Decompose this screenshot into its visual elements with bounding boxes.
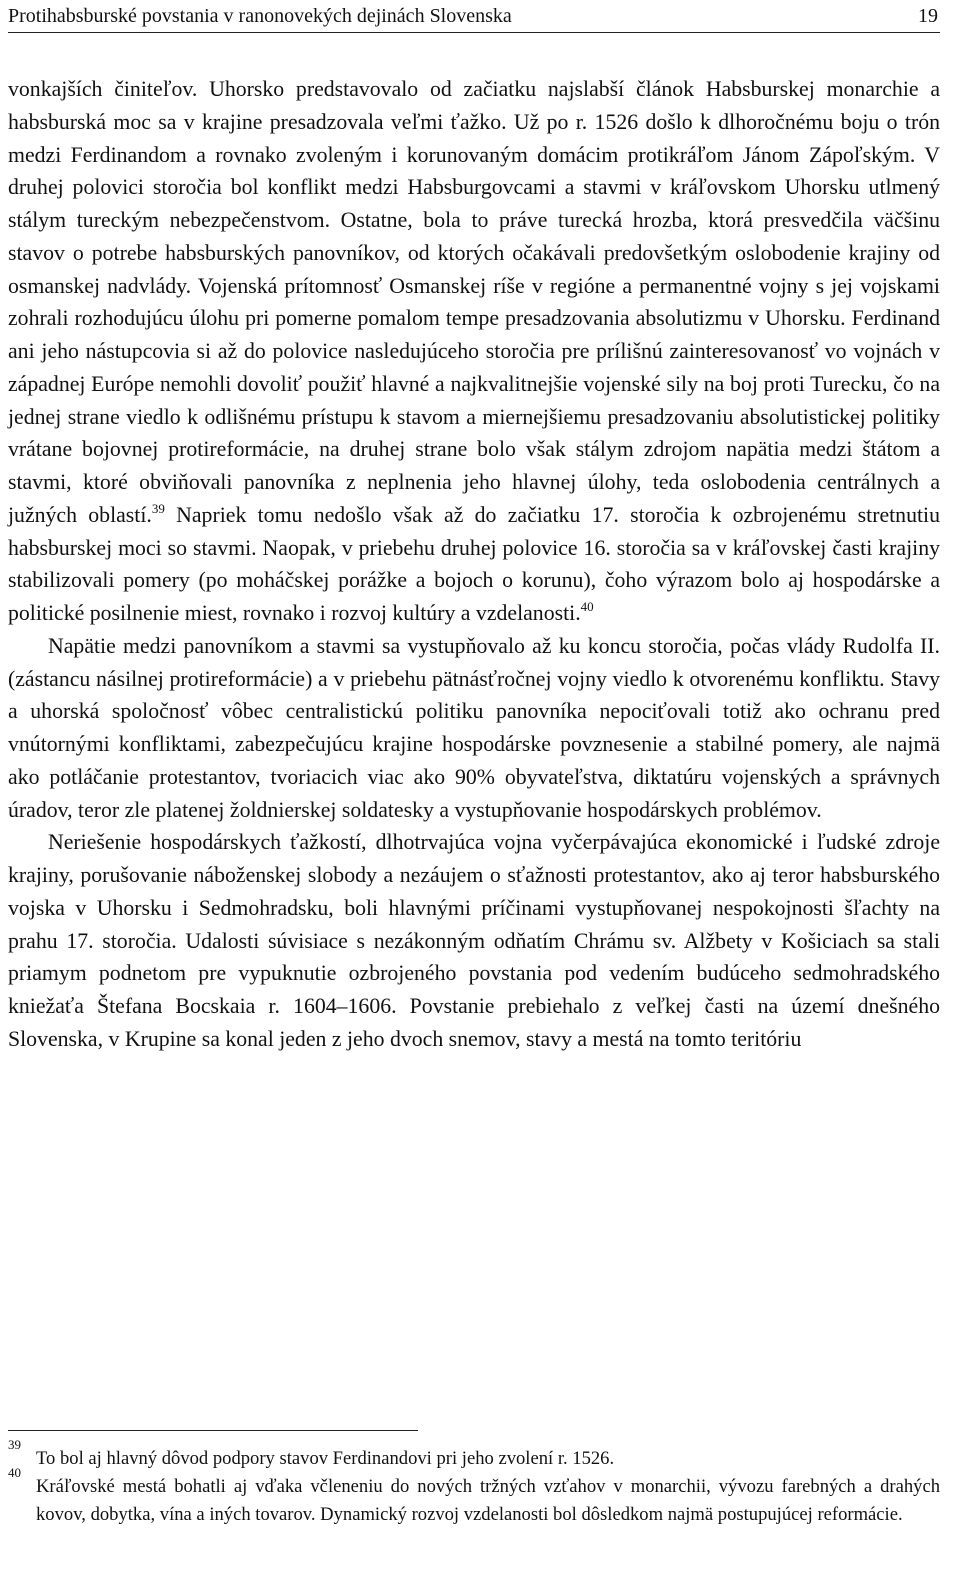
- footnote-separator: [8, 1430, 418, 1431]
- paragraph-3: [8, 826, 940, 1055]
- running-header: [8, 2, 940, 33]
- footnote-39: [8, 1437, 940, 1473]
- footnote-text: To bol aj hlavný dôvod podpory stavov Ferdinandovi pri jeho zvolení r. 1526.: [36, 1448, 615, 1469]
- paragraph-text: vonkajších činiteľov. Uhorsko predstavovalo od začiatku najslabší článok Habsburskej monarchie a habsburská moc sa v krajine presadzovala veľmi ťažko. Už po r. 1526 došlo k dlhoročnému boju o trón medzi Ferdinandom a rovnako zvoleným i korunovaným domácim protikráľom Jánom Zápoľským. V druhej polovici storočia bol konflikt medzi Habsburgovcami a stavmi v kráľovskom Uhorsku utlmený stálym tureckým nebezpečenstvom. Ostatne, bola to práve turecká hrozba, ktorá presvedčila väčšinu stavov o potrebe habsburských panovníkov, od ktorých očakávali predovšetkým oslobodenie krajiny od osmanskej nadvlády. Vojenská prítomnosť Osmanskej ríše v regióne a permanentné vojny s jej vojskami zohrali rozhodujúcu úlohu pri pomerne pomalom tempe presadzovania absolutizmu v Uhorsku. Ferdinand ani jeho nástupcovia si až do polovice nasledujúceho storočia pre prílišnú zainteresovanosť vo vojnách v západnej Európe nemohli dovoliť použiť hlavné a najkvalitnejšie vojenské sily na boj proti Turecku, čo na jednej strane viedlo k odlišnému prístupu k stavom a miernejšiemu presadzovaniu absolutistickej politiky vrátane bojovnej protireformácie, na druhej strane bolo však stálym zdrojom napätia medzi štátom a stavmi, ktoré obviňovali panovníka z neplnenia jeho hlavnej úlohy, teda oslobodenia centrálnych a južných oblastí.: [8, 77, 940, 527]
- footnote-reference-39[interactable]: 39: [151, 500, 165, 516]
- footnote-40: [8, 1465, 940, 1529]
- paragraph-1: [8, 73, 940, 630]
- page-number: 19: [918, 5, 938, 27]
- running-header-title: Protihabsburské povstania v ranonovekých dejinách Slovenska: [8, 5, 512, 27]
- paragraph-text: Napriek tomu nedošlo však až do začiatku 17. storočia k ozbrojenému stretnutiu habsburskej moci so stavmi. Naopak, v priebehu druhej polovice 16. storočia sa v kráľovskej časti krajiny stabilizovali pomery (po moháčskej porážke a bojoch o korunu), čoho výrazom bolo aj hospodárske a politické posilnenie miest, rovnako i rozvoj kultúry a vzdelanosti.: [8, 502, 940, 625]
- footnotes: [8, 1437, 940, 1529]
- paragraph-2: [8, 630, 940, 827]
- footnote-reference-40[interactable]: 40: [580, 599, 594, 614]
- footnote-text: Kráľovské mestá bohatli aj vďaka včleneniu do nových tržných vzťahov v monarchii, vývozu farebných a drahých kovov, dobytka, vína a iných tovarov. Dynamický rozvoj vzdelanosti bol dôsledkom najmä postupujúcej reformácie.: [36, 1476, 940, 1525]
- paragraph-text: Napätie medzi panovníkom a stavmi sa vystupňovalo až ku koncu storočia, počas vlády Rudolfa II. (zástancu násilnej protireformácie) a v priebehu pätnásťročnej vojny viedlo k otvorenému konfliktu. Stavy a uhorská spoločnosť vôbec centralistickú politiku panovníka nepociťovali totiž ako ochranu pred vnútornými konfliktami, zabezpečujúcu krajine hospodárske povznesenie a stabilné pomery, ale najmä ako potláčanie protestantov, tvoriacich viac ako 90% obyvateľstva, diktatúru vojenských a správnych úradov, teror zle platenej žoldnierskej soldatesky a vystupňovanie hospodárskych problémov.: [8, 633, 940, 822]
- footnote-number: 39: [8, 1437, 21, 1452]
- footnote-number: 40: [8, 1465, 21, 1480]
- body-text: [8, 73, 940, 1056]
- paragraph-text: Neriešenie hospodárskych ťažkostí, dlhotrvajúca vojna vyčerpávajúca ekonomické i ľudské zdroje krajiny, porušovanie náboženskej slobody a nezáujem o sťažnosti protestantov, ako aj teror habsburského vojska v Uhorsku i Sedmohradsku, boli hlavnými príčinami vystupňovanej nespokojnosti šľachty na prahu 17. storočia. Udalosti súvisiace s nezákonným odňatím Chrámu sv. Alžbety v Košiciach sa stali priamym podnetom pre vypuknutie ozbrojeného povstania pod vedením budúceho sedmohradského kniežaťa Štefana Bocskaia r. 1604–1606. Povstanie prebiehalo z veľkej časti na území dnešného Slovenska, v Krupine sa konal jeden z jeho dvoch snemov, stavy a mestá na tomto teritóriu: [8, 830, 940, 1051]
- document-page: [8, 0, 940, 1590]
